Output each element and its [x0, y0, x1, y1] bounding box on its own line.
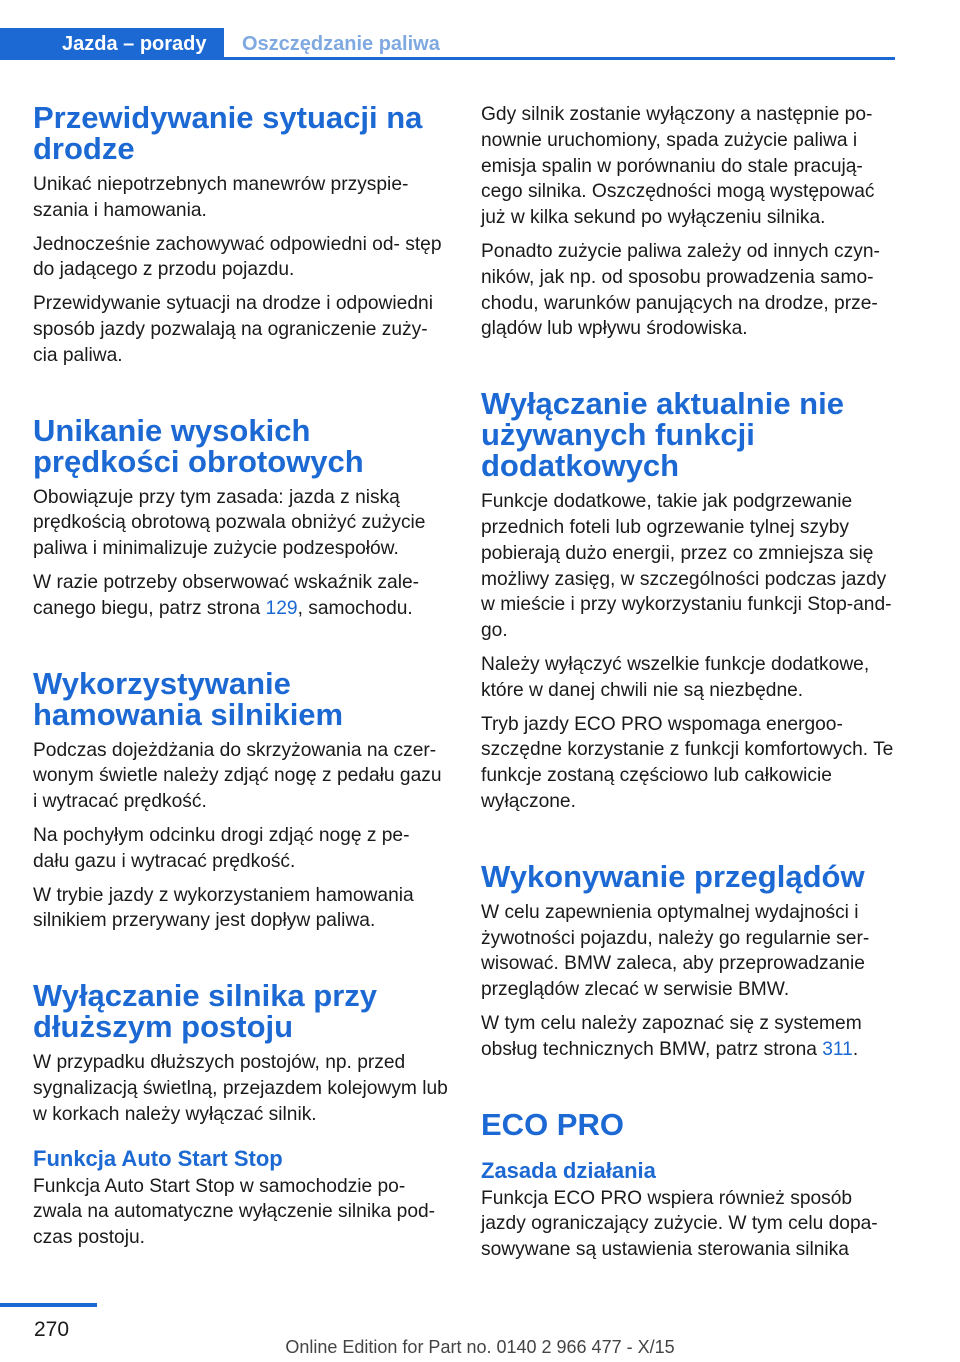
heading-engine-off: Wyłączanie silnika przy dłuższym postoju — [33, 978, 378, 1045]
heading-service: Wykonywanie przeglądów — [481, 858, 865, 894]
paragraph: Gdy silnik zostanie wyłączony a następnie po‐ nownie uruchomiony, spada zużycie paliwa i emisja spalin w porównaniu do stale pracują‐ cego silnika. Oszczędności mogą występować już w kilka sekund po wyłączeniu silnika. — [481, 104, 875, 229]
left-column — [33, 102, 451, 1259]
heading-high-rpm: Unikanie wysokich prędkości obrotowych — [33, 412, 364, 479]
page-link-311[interactable]: 311 — [822, 1038, 853, 1060]
footer-edition: Online Edition for Part no. 0140 2 966 477 - X/15 — [285, 1337, 675, 1357]
header-subsection-tab — [224, 28, 895, 60]
paragraph: W trybie jazdy z wykorzystaniem hamowania silnikiem przerywany jest dopływ paliwa. — [33, 884, 414, 932]
subheading-auto-start-stop: Funkcja Auto Start Stop — [33, 1145, 283, 1171]
header-section-label: Jazda – porady — [62, 33, 207, 55]
page-number: 270 — [34, 1318, 70, 1341]
paragraph: Tryb jazdy ECO PRO wspomaga energoo‐ szczędne korzystanie z funkcji komfortowych. Te funkcje zostaną częściowo lub całkowicie wyłączone. — [481, 713, 894, 812]
paragraph: Funkcja ECO PRO wspiera również sposób jazdy ograniczający zużycie. W tym celu dopa‐ sowywane są ustawienia sterowania silnika — [481, 1187, 878, 1261]
paragraph: Przewidywanie sytuacji na drodze i odpowiedni sposób jazdy pozwalają na ograniczenie zuży‐ cia paliwa. — [33, 293, 433, 366]
heading-additional-functions: Wyłączanie aktualnie nie używanych funkcji dodatkowych — [481, 386, 844, 484]
header-section-tab — [0, 28, 224, 60]
paragraph: Należy wyłączyć wszelkie funkcje dodatkowe, które w danej chwili nie są niezbędne. — [481, 653, 870, 701]
right-column — [481, 102, 899, 1271]
paragraph-text: , samochodu. — [297, 597, 413, 619]
paragraph: Funkcje dodatkowe, takie jak podgrzewanie przednich foteli lub ogrzewanie tylnej szyby pobierają dużo energii, przez co zmniejsza się możliwy zasięg, w szczególności podczas jazdy w mieście i przy wykorzystaniu funkcji Stop-and-go. — [481, 491, 892, 642]
paragraph: Jednocześnie zachowywać odpowiedni od‐ stęp do jadącego z przodu pojazdu. — [33, 233, 442, 281]
heading-engine-braking: Wykorzystywanie hamowania silnikiem — [33, 665, 344, 732]
heading-eco-pro: ECO PRO — [481, 1106, 624, 1142]
paragraph-text: W razie potrzeby obserwować wskaźnik zale‐ canego biegu, patrz strona — [33, 571, 420, 619]
footer-rule — [0, 1303, 97, 1307]
paragraph: Funkcja Auto Start Stop w samochodzie po‐ zwala na automatyczne wyłączenie silnika pod‐ czas postoju. — [33, 1175, 436, 1249]
paragraph: Ponadto zużycie paliwa zależy od innych czyn‐ ników, jak np. od sposobu prowadzenia samo‐ chodu, warunków panujących na drodze, prze‐ glądów lub wpływu środowiska. — [481, 240, 880, 340]
paragraph: Podczas dojeżdżania do skrzyżowania na czer‐ wonym świetle należy zdjąć nogę z pedału gazu i wytracać prędkość. — [33, 739, 442, 813]
paragraph: Obowiązuje przy tym zasada: jazda z niską prędkością obrotową pozwala obniżyć zużycie paliwa i minimalizuje zużycie podzespołów. — [33, 486, 426, 560]
paragraph — [33, 570, 451, 622]
paragraph: Unikać niepotrzebnych manewrów przyspie‐ szania i hamowania. — [33, 174, 409, 221]
page-link-129[interactable]: 129 — [265, 597, 298, 619]
paragraph: Na pochyłym odcinku drogi zdjąć nogę z pe‐ dału gazu i wytracać prędkość. — [33, 824, 410, 872]
header-subsection-label: Oszczędzanie paliwa — [242, 33, 440, 55]
paragraph-text: . — [852, 1038, 859, 1060]
heading-anticipation: Przewidywanie sytuacji na drodze — [33, 100, 423, 166]
paragraph — [481, 1011, 899, 1063]
subheading-principle: Zasada działania — [481, 1157, 656, 1183]
paragraph: W celu zapewnienia optymalnej wydajności i żywotności pojazdu, należy go regularnie ser‐ wisować. BMW zaleca, aby przeprowadzanie przeglądów zlecać w serwisie BMW. — [481, 901, 870, 1001]
paragraph: W przypadku dłuższych postojów, np. przed sygnalizacją świetlną, przejazdem kolejowym lub w korkach należy wyłączać silnik. — [33, 1052, 448, 1125]
paragraph-text: W tym celu należy zapoznać się z systemem obsług technicznych BMW, patrz strona — [481, 1012, 862, 1060]
